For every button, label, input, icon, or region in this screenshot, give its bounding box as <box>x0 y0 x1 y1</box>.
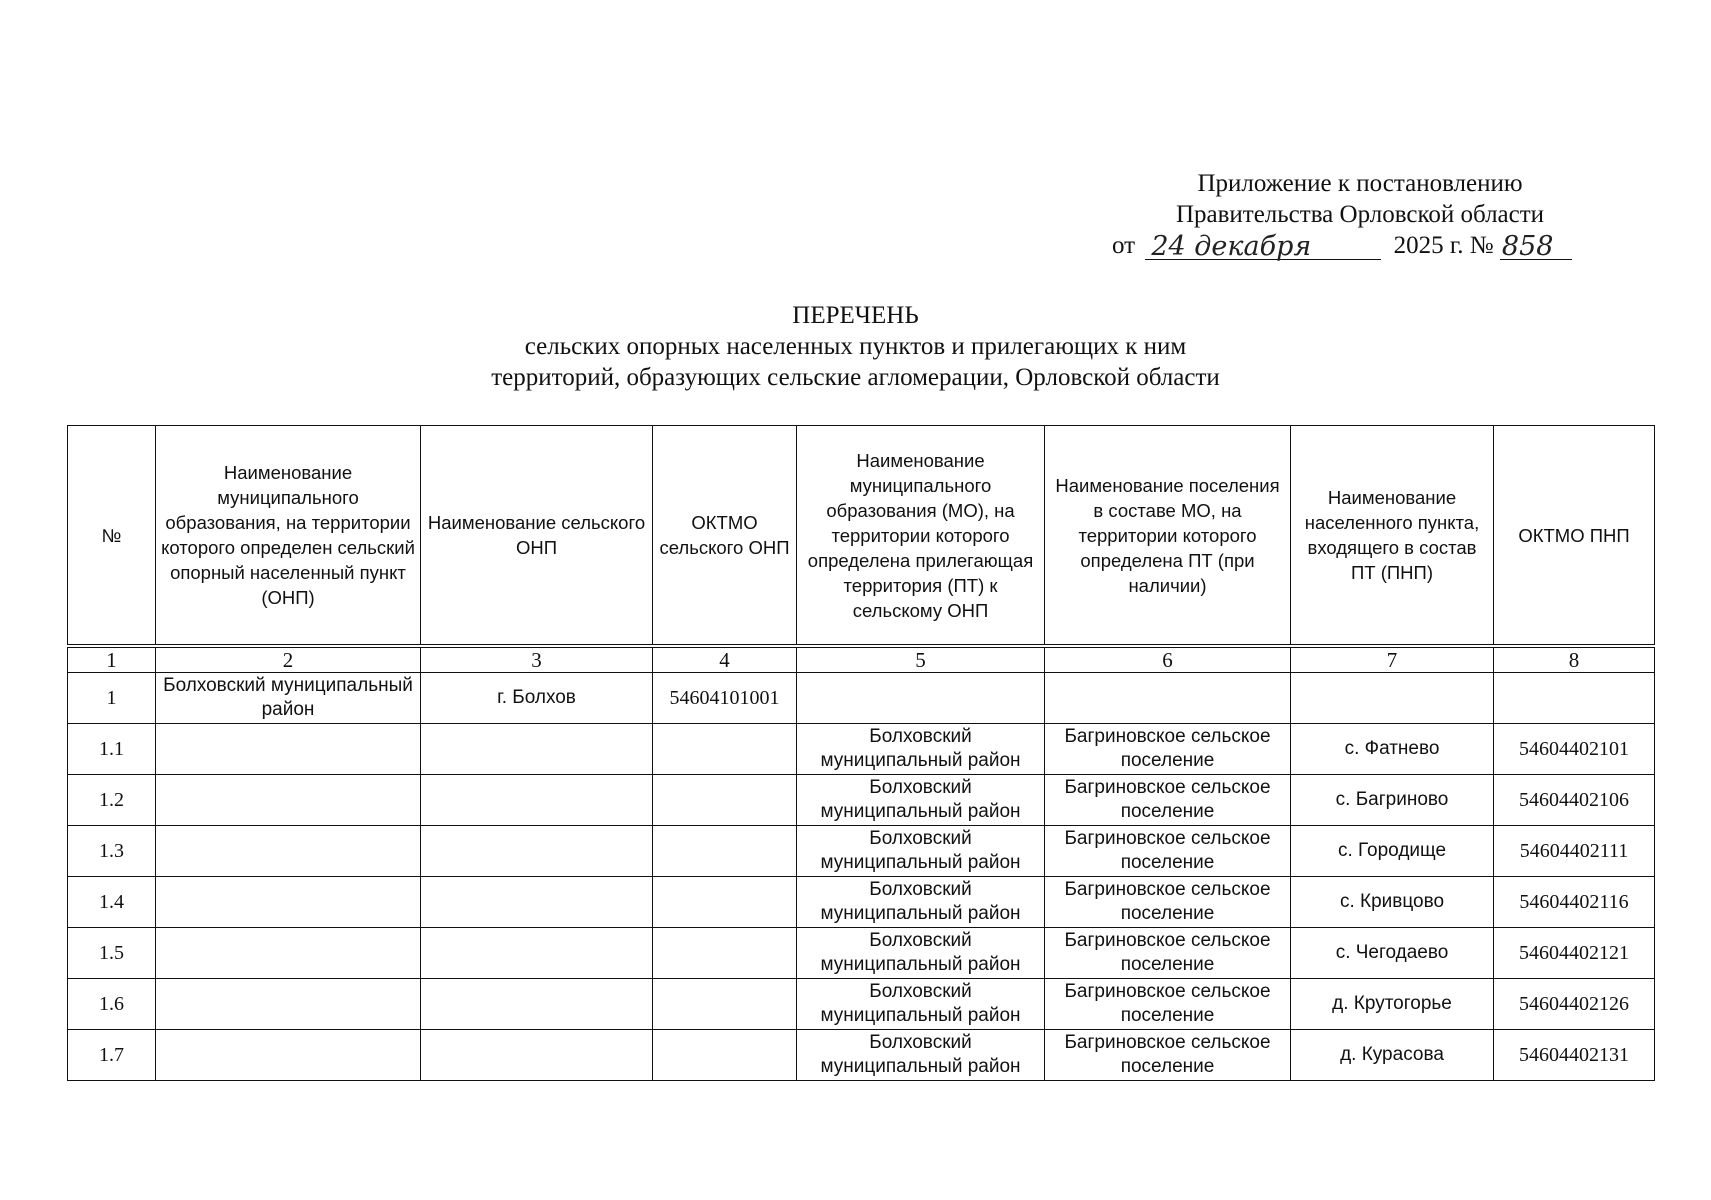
onp-municipality <box>156 724 421 775</box>
pnp-name: д. Курасова <box>1291 1030 1494 1081</box>
onp-municipality <box>156 979 421 1030</box>
table-row <box>68 775 1655 826</box>
pnp-oktmo <box>1494 673 1655 724</box>
onp-name <box>421 877 653 928</box>
row-number: 1.1 <box>68 724 156 775</box>
pnp-name <box>1291 673 1494 724</box>
onp-oktmo <box>653 877 797 928</box>
pnp-name: с. Фатнево <box>1291 724 1494 775</box>
onp-municipality <box>156 877 421 928</box>
column-number: 6 <box>1045 646 1291 673</box>
header-cell: Наименование поселения в составе МО, на территории которого определена ПТ (при наличии) <box>1045 426 1291 647</box>
pt-settlement <box>1045 673 1291 724</box>
onp-oktmo <box>653 979 797 1030</box>
row-number: 1.6 <box>68 979 156 1030</box>
column-number: 4 <box>653 646 797 673</box>
onp-name <box>421 775 653 826</box>
pt-municipality: Болховский муниципальный район <box>797 928 1045 979</box>
pnp-oktmo: 54604402106 <box>1494 775 1655 826</box>
pt-settlement: Багриновское сельское поселение <box>1045 724 1291 775</box>
table-row <box>68 877 1655 928</box>
pnp-oktmo: 54604402131 <box>1494 1030 1655 1081</box>
pnp-name: с. Багриново <box>1291 775 1494 826</box>
header-cell: Наименование сельского ОНП <box>421 426 653 647</box>
title-subtitle-1: сельских опорных населенных пунктов и прилегающих к ним <box>524 333 1187 360</box>
handwritten-date: 24 декабря <box>1145 231 1381 260</box>
onp-name <box>421 724 653 775</box>
header-cell: № <box>68 426 156 647</box>
appendix-block <box>1100 168 1620 261</box>
pnp-name: с. Кривцово <box>1291 877 1494 928</box>
header-cell: ОКТМО ПНП <box>1494 426 1655 647</box>
table-row <box>68 928 1655 979</box>
pnp-name: с. Городище <box>1291 826 1494 877</box>
row-number: 1.7 <box>68 1030 156 1081</box>
pnp-name: д. Крутогорье <box>1291 979 1494 1030</box>
date-prefix: от <box>1112 232 1136 259</box>
onp-municipality <box>156 1030 421 1081</box>
table-row <box>68 979 1655 1030</box>
onp-municipality <box>156 775 421 826</box>
appendix-line-2: Правительства Орловской области <box>1175 201 1545 228</box>
table-row <box>68 673 1655 724</box>
column-number: 8 <box>1494 646 1655 673</box>
column-number: 1 <box>68 646 156 673</box>
header-cell: Наименование муниципального образования, на территории которого определен сельский опорный населенный пункт (ОНП) <box>156 426 421 647</box>
handwritten-number: 858 <box>1500 231 1572 260</box>
column-number: 2 <box>156 646 421 673</box>
row-number: 1.2 <box>68 775 156 826</box>
onp-oktmo <box>653 775 797 826</box>
pt-municipality <box>797 673 1045 724</box>
title-heading: ПЕРЕЧЕНЬ <box>792 302 919 329</box>
onp-name <box>421 1030 653 1081</box>
onp-oktmo <box>653 826 797 877</box>
pt-settlement: Багриновское сельское поселение <box>1045 928 1291 979</box>
pt-municipality: Болховский муниципальный район <box>797 877 1045 928</box>
pt-settlement: Багриновское сельское поселение <box>1045 775 1291 826</box>
onp-name <box>421 928 653 979</box>
column-number: 3 <box>421 646 653 673</box>
pt-municipality: Болховский муниципальный район <box>797 724 1045 775</box>
pnp-oktmo: 54604402101 <box>1494 724 1655 775</box>
table-header-row <box>68 426 1655 647</box>
pt-municipality: Болховский муниципальный район <box>797 979 1045 1030</box>
header-cell: Наименование населенного пункта, входящего в состав ПТ (ПНП) <box>1291 426 1494 647</box>
column-number: 7 <box>1291 646 1494 673</box>
pt-settlement: Багриновское сельское поселение <box>1045 826 1291 877</box>
document-title <box>0 300 1711 393</box>
onp-name <box>421 826 653 877</box>
row-number: 1.4 <box>68 877 156 928</box>
pt-settlement: Багриновское сельское поселение <box>1045 1030 1291 1081</box>
row-number: 1.3 <box>68 826 156 877</box>
onp-oktmo <box>653 1030 797 1081</box>
onp-municipality <box>156 928 421 979</box>
column-number: 5 <box>797 646 1045 673</box>
column-number-row <box>68 646 1655 673</box>
appendix-date-line <box>1100 230 1620 261</box>
header-cell: ОКТМО сельского ОНП <box>653 426 797 647</box>
pt-settlement: Багриновское сельское поселение <box>1045 979 1291 1030</box>
pnp-oktmo: 54604402116 <box>1494 877 1655 928</box>
pt-municipality: Болховский муниципальный район <box>797 826 1045 877</box>
onp-name <box>421 979 653 1030</box>
onp-name: г. Болхов <box>421 673 653 724</box>
settlements-table <box>67 425 1655 1081</box>
appendix-line-1: Приложение к постановлению <box>1197 170 1523 197</box>
onp-municipality <box>156 826 421 877</box>
year-text: 2025 г. № <box>1393 232 1494 259</box>
header-cell: Наименование муниципального образования (МО), на территории которого определена прилегающая территория (ПТ) к сельскому ОНП <box>797 426 1045 647</box>
pt-municipality: Болховский муниципальный район <box>797 775 1045 826</box>
onp-oktmo <box>653 928 797 979</box>
pt-municipality: Болховский муниципальный район <box>797 1030 1045 1081</box>
onp-municipality: Болховский муниципальный район <box>156 673 421 724</box>
pnp-oktmo: 54604402111 <box>1494 826 1655 877</box>
onp-oktmo: 54604101001 <box>653 673 797 724</box>
pnp-name: с. Чегодаево <box>1291 928 1494 979</box>
table-row <box>68 1030 1655 1081</box>
table-row <box>68 826 1655 877</box>
pnp-oktmo: 54604402126 <box>1494 979 1655 1030</box>
pt-settlement: Багриновское сельское поселение <box>1045 877 1291 928</box>
row-number: 1 <box>68 673 156 724</box>
row-number: 1.5 <box>68 928 156 979</box>
onp-oktmo <box>653 724 797 775</box>
table-row <box>68 724 1655 775</box>
pnp-oktmo: 54604402121 <box>1494 928 1655 979</box>
title-subtitle-2: территорий, образующих сельские агломерации, Орловской области <box>491 364 1220 391</box>
